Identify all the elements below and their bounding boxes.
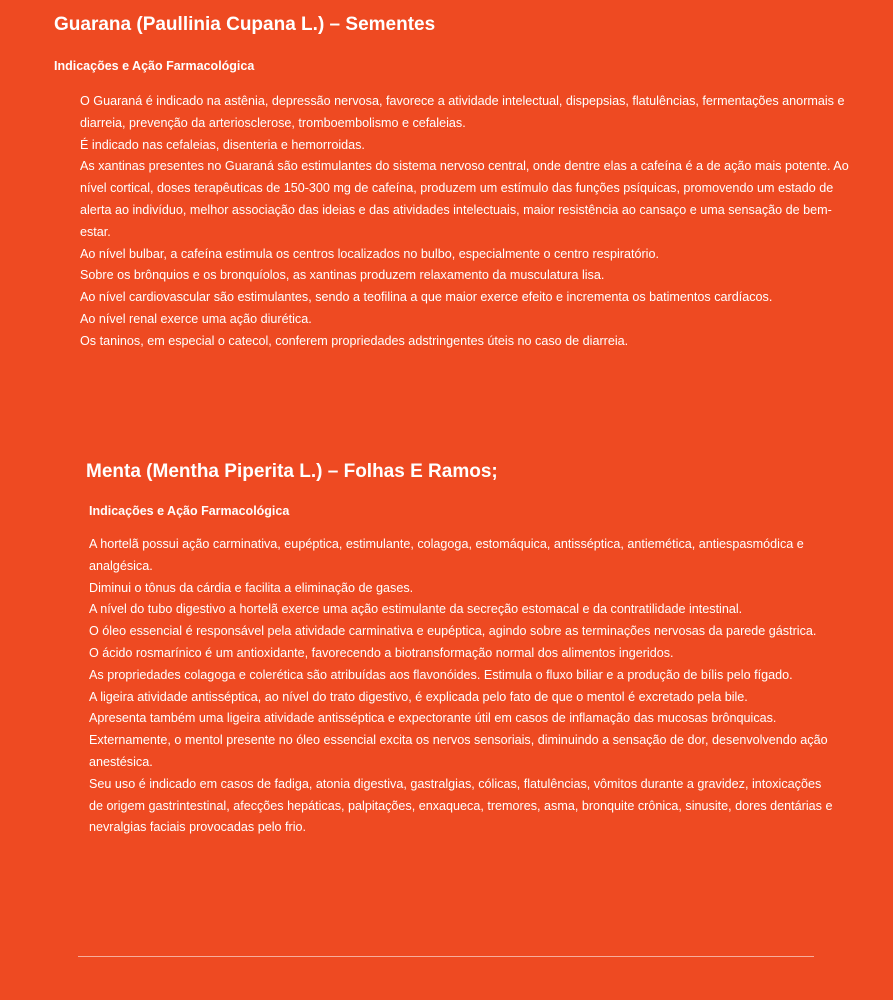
section-title: Guarana (Paullinia Cupana L.) – Sementes (54, 14, 436, 35)
paragraph: O óleo essencial é responsável pela atividade carminativa e eupéptica, agindo sobre as terminações nervosas da parede gástrica. (89, 624, 817, 639)
paragraph: Ao nível bulbar, a cafeína estimula os centros localizados no bulbo, especialmente o centro respiratório. (80, 246, 659, 261)
paragraph: O ácido rosmarínico é um antioxidante, favorecendo a biotransformação normal dos alimentos ingeridos. (89, 645, 674, 660)
paragraph: As propriedades colagoga e colerética são atribuídas aos flavonóides. Estimula o fluxo biliar e a produção de bílis pelo fígado. (89, 667, 793, 682)
paragraph: Apresenta também uma ligeira atividade antisséptica e expectorante útil em casos de inflamação das mucosas brônquicas. (89, 711, 777, 726)
section-subtitle: Indicações e Ação Farmacológica (89, 504, 290, 518)
section-subtitle: Indicações e Ação Farmacológica (54, 59, 255, 73)
paragraph: A hortelã possui ação carminativa, eupéptica, estimulante, colagoga, estomáquica, antisséptica, antiemética, antiespasmódica e analgésica. (89, 537, 804, 573)
paragraph: É indicado nas cefaleias, disenteria e hemorroidas. (80, 137, 365, 152)
paragraph: A ligeira atividade antisséptica, ao nível do trato digestivo, é explicada pelo fato de que o mentol é excretado pela bile. (89, 689, 748, 704)
section-body (89, 534, 834, 839)
paragraph: Externamente, o mentol presente no óleo essencial excita os nervos sensoriais, diminuindo a sensação de dor, desenvolvendo ação anestésica. (89, 733, 828, 769)
paragraph: Sobre os brônquios e os bronquíolos, as xantinas produzem relaxamento da musculatura lisa. (80, 268, 605, 283)
paragraph: Diminui o tônus da cárdia e facilita a eliminação de gases. (89, 580, 414, 595)
paragraph: Ao nível renal exerce uma ação diurética. (80, 311, 312, 326)
paragraph: Ao nível cardiovascular são estimulantes, sendo a teofilina a que maior exerce efeito e incrementa os batimentos cardíacos. (80, 290, 773, 305)
paragraph: O Guaraná é indicado na astênia, depressão nervosa, favorece a atividade intelectual, dispepsias, flatulências, fermentações anormais e diarreia, prevenção da arteriosclerose, tromboembolismo e cefaleias. (80, 94, 845, 130)
bottom-divider (78, 956, 814, 957)
section-body (80, 91, 850, 353)
paragraph: A nível do tubo digestivo a hortelã exerce uma ação estimulante da secreção estomacal e da contratilidade intestinal. (89, 602, 743, 617)
paragraph: Seu uso é indicado em casos de fadiga, atonia digestiva, gastralgias, cólicas, flatulências, vômitos durante a gravidez, intoxicações de origem gastrintestinal, afecções hepáticas, palpitações, enxaqueca, tremores, asma, bronquite crônica, sinusite, dores dentárias e nevralgias faciais provocadas pelo frio. (89, 776, 833, 835)
section-title: Menta (Mentha Piperita L.) – Folhas E Ramos; (86, 461, 498, 482)
paragraph: Os taninos, em especial o catecol, conferem propriedades adstringentes úteis no caso de diarreia. (80, 333, 629, 348)
paragraph: As xantinas presentes no Guaraná são estimulantes do sistema nervoso central, onde dentre elas a cafeína é a de ação mais potente. Ao nível cortical, doses terapêuticas de 150-300 mg de cafeína, produzem um estímulo das funções psíquicas, promovendo um estado de alerta ao indivíduo, melhor associação das ideias e das atividades intelectuais, maior resistência ao cansaço e uma sensação de bem-estar. (80, 159, 849, 239)
